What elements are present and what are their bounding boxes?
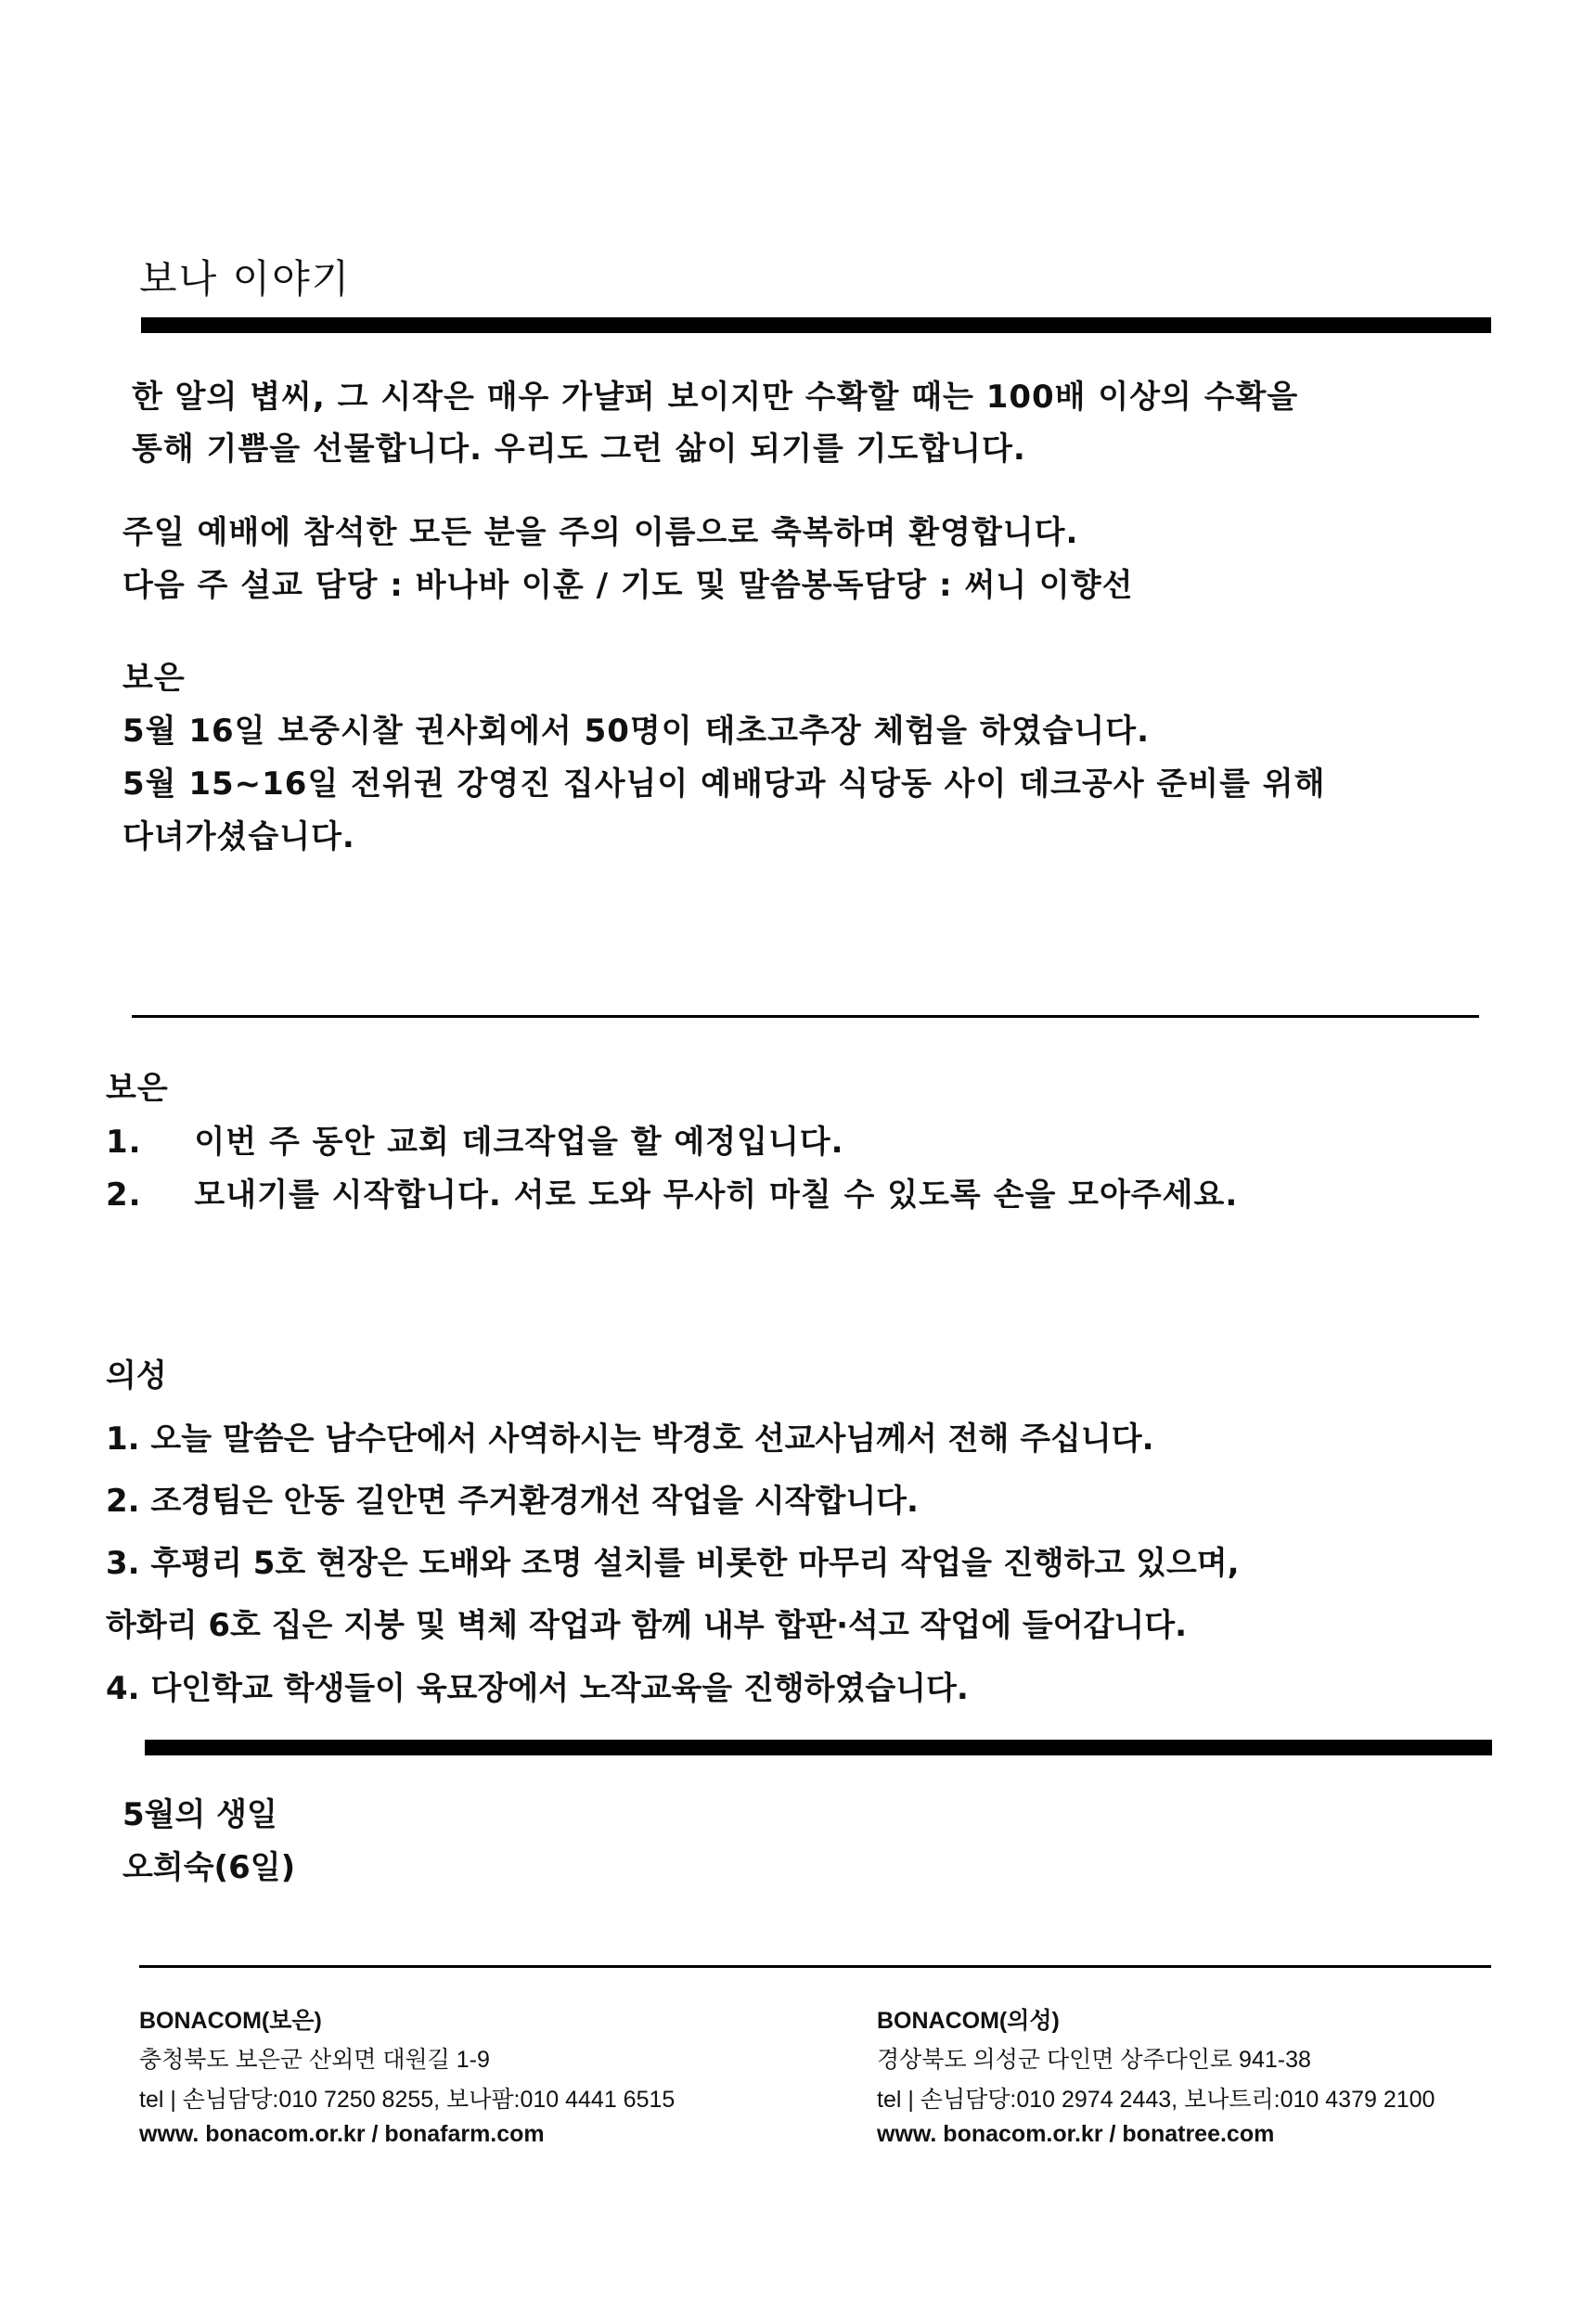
address: 충청북도 보은군 산외면 대원길 1-9 — [139, 2047, 490, 2073]
preacher-line: 다음 주 설교 담당 : 바나바 이훈 / 기도 및 말씀봉독담당 : 써니 이향선 — [122, 567, 1134, 604]
plan-item — [106, 1116, 844, 1162]
birthday-heading: 5월의 생일 — [122, 1796, 277, 1833]
report-line: 5월 16일 보중시찰 권사회에서 50명이 태초고추장 체험을 하였습니다. — [122, 713, 1151, 750]
uiseong-line: 하화리 6호 집은 지붕 및 벽체 작업과 함께 내부 합판·석고 작업에 들어갑니다. — [106, 1607, 1188, 1644]
website-link[interactable]: www. bonacom.or.kr / bonatree.com — [877, 2121, 1275, 2147]
uiseong-line: 2. 조경팀은 안동 길안면 주거환경개선 작업을 시작합니다. — [106, 1483, 919, 1520]
phone-line: tel | 손님담당:010 7250 8255, 보나팜:010 4441 6515 — [139, 2087, 676, 2113]
intro-line: 통해 기쁨을 선물합니다. 우리도 그런 삶이 되기를 기도합니다. — [132, 431, 1026, 468]
section-heading: 의성 — [106, 1357, 167, 1395]
org-name: BONACOM(보은) — [139, 2008, 322, 2034]
section-heading: 보은 — [122, 660, 186, 697]
title-rule — [141, 317, 1491, 333]
section-heading: 보은 — [106, 1070, 169, 1107]
uiseong-line: 1. 오늘 말씀은 남수단에서 사역하시는 박경호 선교사님께서 전해 주십니다. — [106, 1420, 1154, 1458]
intro-line: 한 알의 볍씨, 그 시작은 매우 가냘퍼 보이지만 수확할 때는 100배 이상의 수확을 — [132, 379, 1299, 416]
plan-item — [106, 1169, 1238, 1215]
report-line: 다녀가셨습니다. — [122, 818, 355, 855]
item-number: 1. — [106, 1124, 142, 1161]
section-title: 보나 이야기 — [139, 256, 352, 302]
website-link[interactable]: www. bonacom.or.kr / bonafarm.com — [139, 2121, 545, 2147]
birthday-names: 오희숙(6일) — [122, 1849, 296, 1886]
section-divider — [132, 1015, 1479, 1018]
welcome-line: 주일 예배에 참석한 모든 분을 주의 이름으로 축복하며 환영합니다. — [122, 514, 1079, 551]
item-number: 2. — [106, 1176, 142, 1214]
address: 경상북도 의성군 다인면 상주다인로 941-38 — [877, 2047, 1311, 2073]
phone-line: tel | 손님담당:010 2974 2443, 보나트리:010 4379 2100 — [877, 2087, 1435, 2113]
birthday-rule — [145, 1740, 1492, 1755]
uiseong-line: 4. 다인학교 학생들이 육묘장에서 노작교육을 진행하였습니다. — [106, 1670, 969, 1707]
report-line: 5월 15~16일 전위권 강영진 집사님이 예배당과 식당동 사이 데크공사 준비를 위해 — [122, 765, 1326, 803]
org-name: BONACOM(의성) — [877, 2008, 1060, 2034]
item-text: 모내기를 시작합니다. 서로 도와 무사히 마칠 수 있도록 손을 모아주세요. — [194, 1176, 1239, 1214]
uiseong-line: 3. 후평리 5호 현장은 도배와 조명 설치를 비롯한 마무리 작업을 진행하고 있으며, — [106, 1545, 1240, 1582]
footer-rule — [139, 1965, 1491, 1968]
item-text: 이번 주 동안 교회 데크작업을 할 예정입니다. — [194, 1124, 844, 1161]
